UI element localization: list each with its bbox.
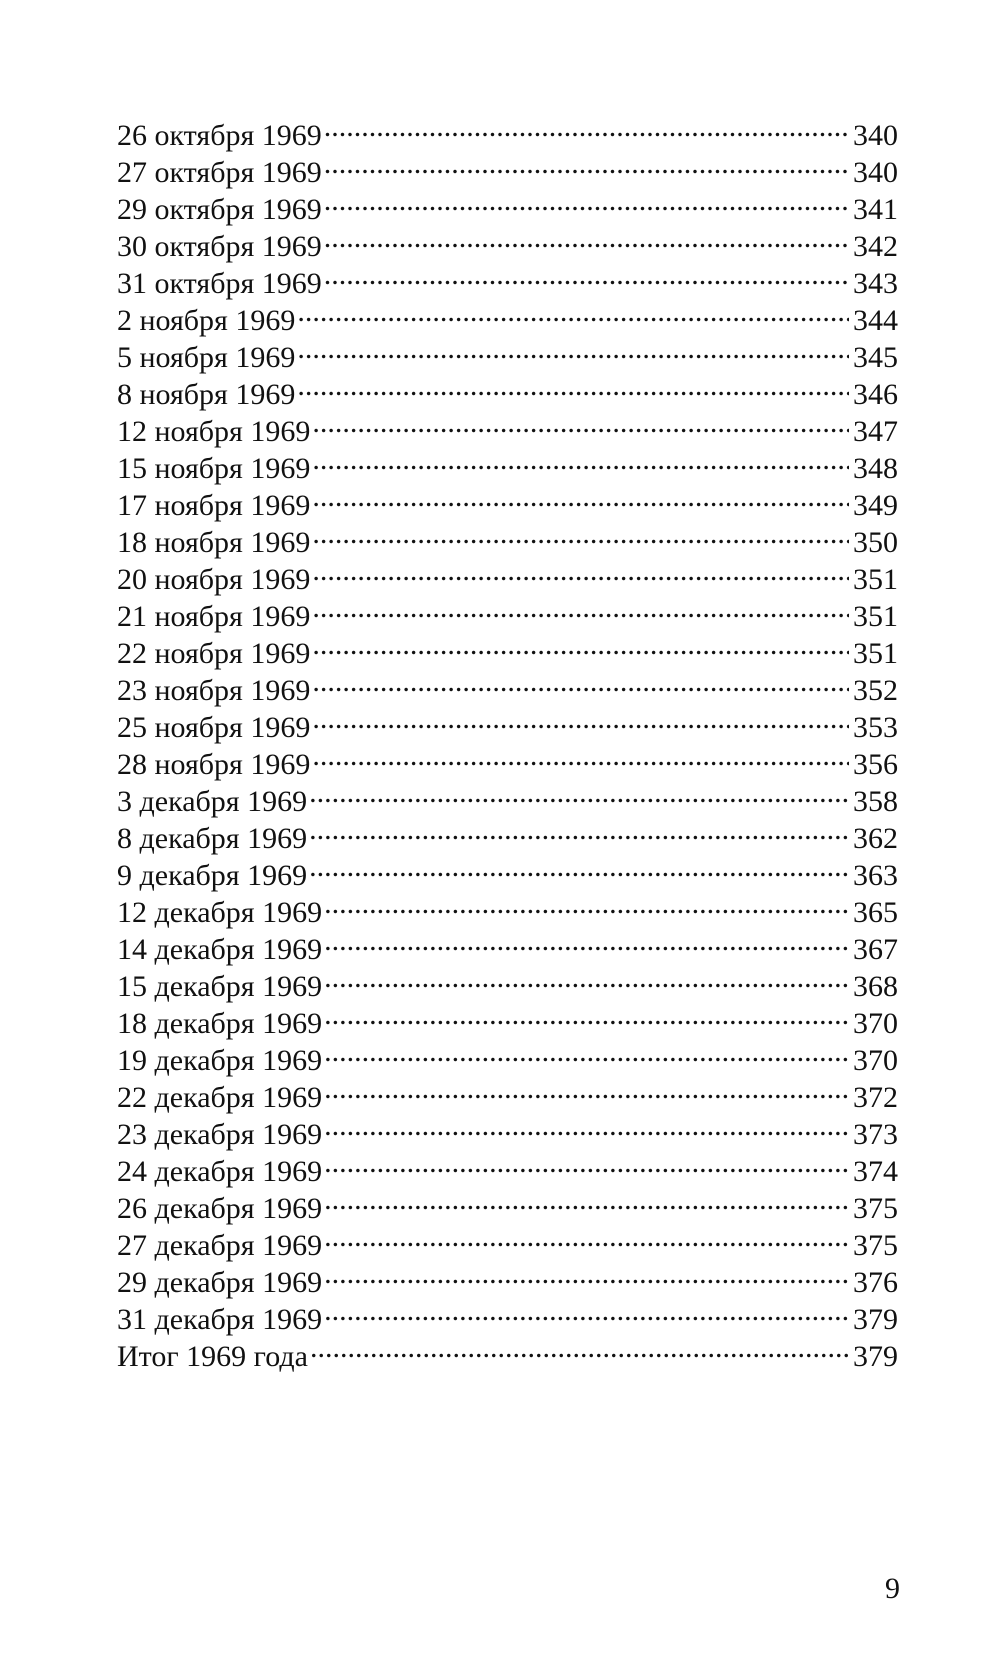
toc-entry-label: 29 декабря 1969 <box>117 1266 323 1299</box>
dot-leader <box>309 811 849 848</box>
toc-entry-label: 9 декабря 1969 <box>117 859 308 892</box>
dot-leader <box>312 663 849 700</box>
toc-entry-page: 342 <box>853 230 898 263</box>
toc-entry-label: 23 ноября 1969 <box>117 674 311 707</box>
dot-leader <box>324 1070 849 1107</box>
toc-entry-label: 12 ноября 1969 <box>117 415 311 448</box>
dot-leader <box>324 1033 849 1070</box>
toc-entry-label: 28 ноября 1969 <box>117 748 311 781</box>
toc-entry-page: 348 <box>853 452 898 485</box>
dot-leader <box>324 885 849 922</box>
dot-leader <box>324 182 849 219</box>
toc-entry-label: 20 ноября 1969 <box>117 563 311 596</box>
toc-entry-page: 344 <box>853 304 898 337</box>
toc-entry-label: 12 декабря 1969 <box>117 896 323 929</box>
toc-entry-page: 379 <box>853 1303 898 1336</box>
dot-leader <box>324 1255 849 1292</box>
toc-entry-page: 352 <box>853 674 898 707</box>
toc-entry-label: 30 октября 1969 <box>117 230 322 263</box>
dot-leader <box>324 1107 849 1144</box>
dot-leader <box>312 737 849 774</box>
dot-leader <box>297 293 849 330</box>
toc-entry-label: 18 декабря 1969 <box>117 1007 323 1040</box>
toc-entry-label: 23 декабря 1969 <box>117 1118 323 1151</box>
dot-leader <box>312 552 849 589</box>
toc-entry-label: 31 декабря 1969 <box>117 1303 323 1336</box>
dot-leader <box>312 626 849 663</box>
toc-entry-label: 26 декабря 1969 <box>117 1192 323 1225</box>
toc-entry-label: 21 ноября 1969 <box>117 600 311 633</box>
toc-entry-page: 349 <box>853 489 898 522</box>
dot-leader <box>324 219 849 256</box>
dot-leader <box>324 1181 849 1218</box>
dot-leader <box>297 367 849 404</box>
dot-leader <box>324 256 849 293</box>
toc-entry-page: 374 <box>853 1155 898 1188</box>
toc-entry <box>117 108 898 152</box>
dot-leader <box>297 330 849 367</box>
toc-entry-page: 346 <box>853 378 898 411</box>
toc-entry-page: 368 <box>853 970 898 1003</box>
dot-leader <box>324 922 849 959</box>
toc-entry-label: 8 декабря 1969 <box>117 822 308 855</box>
toc-entry-page: 343 <box>853 267 898 300</box>
dot-leader <box>309 774 849 811</box>
toc-entry-label: 29 октября 1969 <box>117 193 322 226</box>
toc-entry-page: 358 <box>853 785 898 818</box>
toc-entry-page: 379 <box>853 1340 898 1373</box>
toc-entry-page: 370 <box>853 1044 898 1077</box>
toc-entry-label: 27 декабря 1969 <box>117 1229 323 1262</box>
dot-leader <box>324 108 849 145</box>
dot-leader <box>312 515 849 552</box>
toc-entry-label: Итог 1969 года <box>117 1340 308 1373</box>
dot-leader <box>324 1144 849 1181</box>
toc-entry-page: 375 <box>853 1192 898 1225</box>
toc-entry-label: 17 ноября 1969 <box>117 489 311 522</box>
dot-leader <box>312 478 849 515</box>
toc-entry-page: 340 <box>853 119 898 152</box>
toc-entry-label: 24 декабря 1969 <box>117 1155 323 1188</box>
toc-entry-label: 15 ноября 1969 <box>117 452 311 485</box>
toc-entry-page: 365 <box>853 896 898 929</box>
toc-entry-label: 14 декабря 1969 <box>117 933 323 966</box>
page-number: 9 <box>885 1572 900 1605</box>
toc-entry-label: 22 декабря 1969 <box>117 1081 323 1114</box>
table-of-contents <box>117 108 898 1373</box>
toc-entry-label: 5 ноября 1969 <box>117 341 296 374</box>
toc-entry-page: 351 <box>853 637 898 670</box>
dot-leader <box>312 404 849 441</box>
dot-leader <box>324 1218 849 1255</box>
toc-entry-page: 370 <box>853 1007 898 1040</box>
toc-entry-page: 345 <box>853 341 898 374</box>
toc-entry-page: 363 <box>853 859 898 892</box>
toc-entry-page: 347 <box>853 415 898 448</box>
dot-leader <box>312 589 849 626</box>
toc-entry-label: 15 декабря 1969 <box>117 970 323 1003</box>
dot-leader <box>324 1292 849 1329</box>
toc-entry-label: 3 декабря 1969 <box>117 785 308 818</box>
toc-entry-page: 376 <box>853 1266 898 1299</box>
dot-leader <box>310 1329 849 1366</box>
toc-entry-page: 353 <box>853 711 898 744</box>
dot-leader <box>324 959 849 996</box>
toc-entry-page: 372 <box>853 1081 898 1114</box>
toc-entry-page: 356 <box>853 748 898 781</box>
toc-entry-label: 22 ноября 1969 <box>117 637 311 670</box>
dot-leader <box>324 145 849 182</box>
toc-entry-label: 25 ноября 1969 <box>117 711 311 744</box>
dot-leader <box>309 848 849 885</box>
dot-leader <box>312 700 849 737</box>
toc-entry-page: 341 <box>853 193 898 226</box>
toc-entry-page: 373 <box>853 1118 898 1151</box>
toc-entry-page: 351 <box>853 563 898 596</box>
dot-leader <box>324 996 849 1033</box>
dot-leader <box>312 441 849 478</box>
toc-entry-page: 340 <box>853 156 898 189</box>
toc-entry-page: 350 <box>853 526 898 559</box>
toc-entry-label: 27 октября 1969 <box>117 156 322 189</box>
toc-entry-page: 362 <box>853 822 898 855</box>
toc-entry-page: 351 <box>853 600 898 633</box>
toc-entry-page: 367 <box>853 933 898 966</box>
toc-entry-label: 2 ноября 1969 <box>117 304 296 337</box>
toc-entry-label: 8 ноября 1969 <box>117 378 296 411</box>
toc-entry-label: 31 октября 1969 <box>117 267 322 300</box>
toc-entry-label: 26 октября 1969 <box>117 119 322 152</box>
toc-entry-label: 19 декабря 1969 <box>117 1044 323 1077</box>
toc-entry-label: 18 ноября 1969 <box>117 526 311 559</box>
toc-entry-page: 375 <box>853 1229 898 1262</box>
